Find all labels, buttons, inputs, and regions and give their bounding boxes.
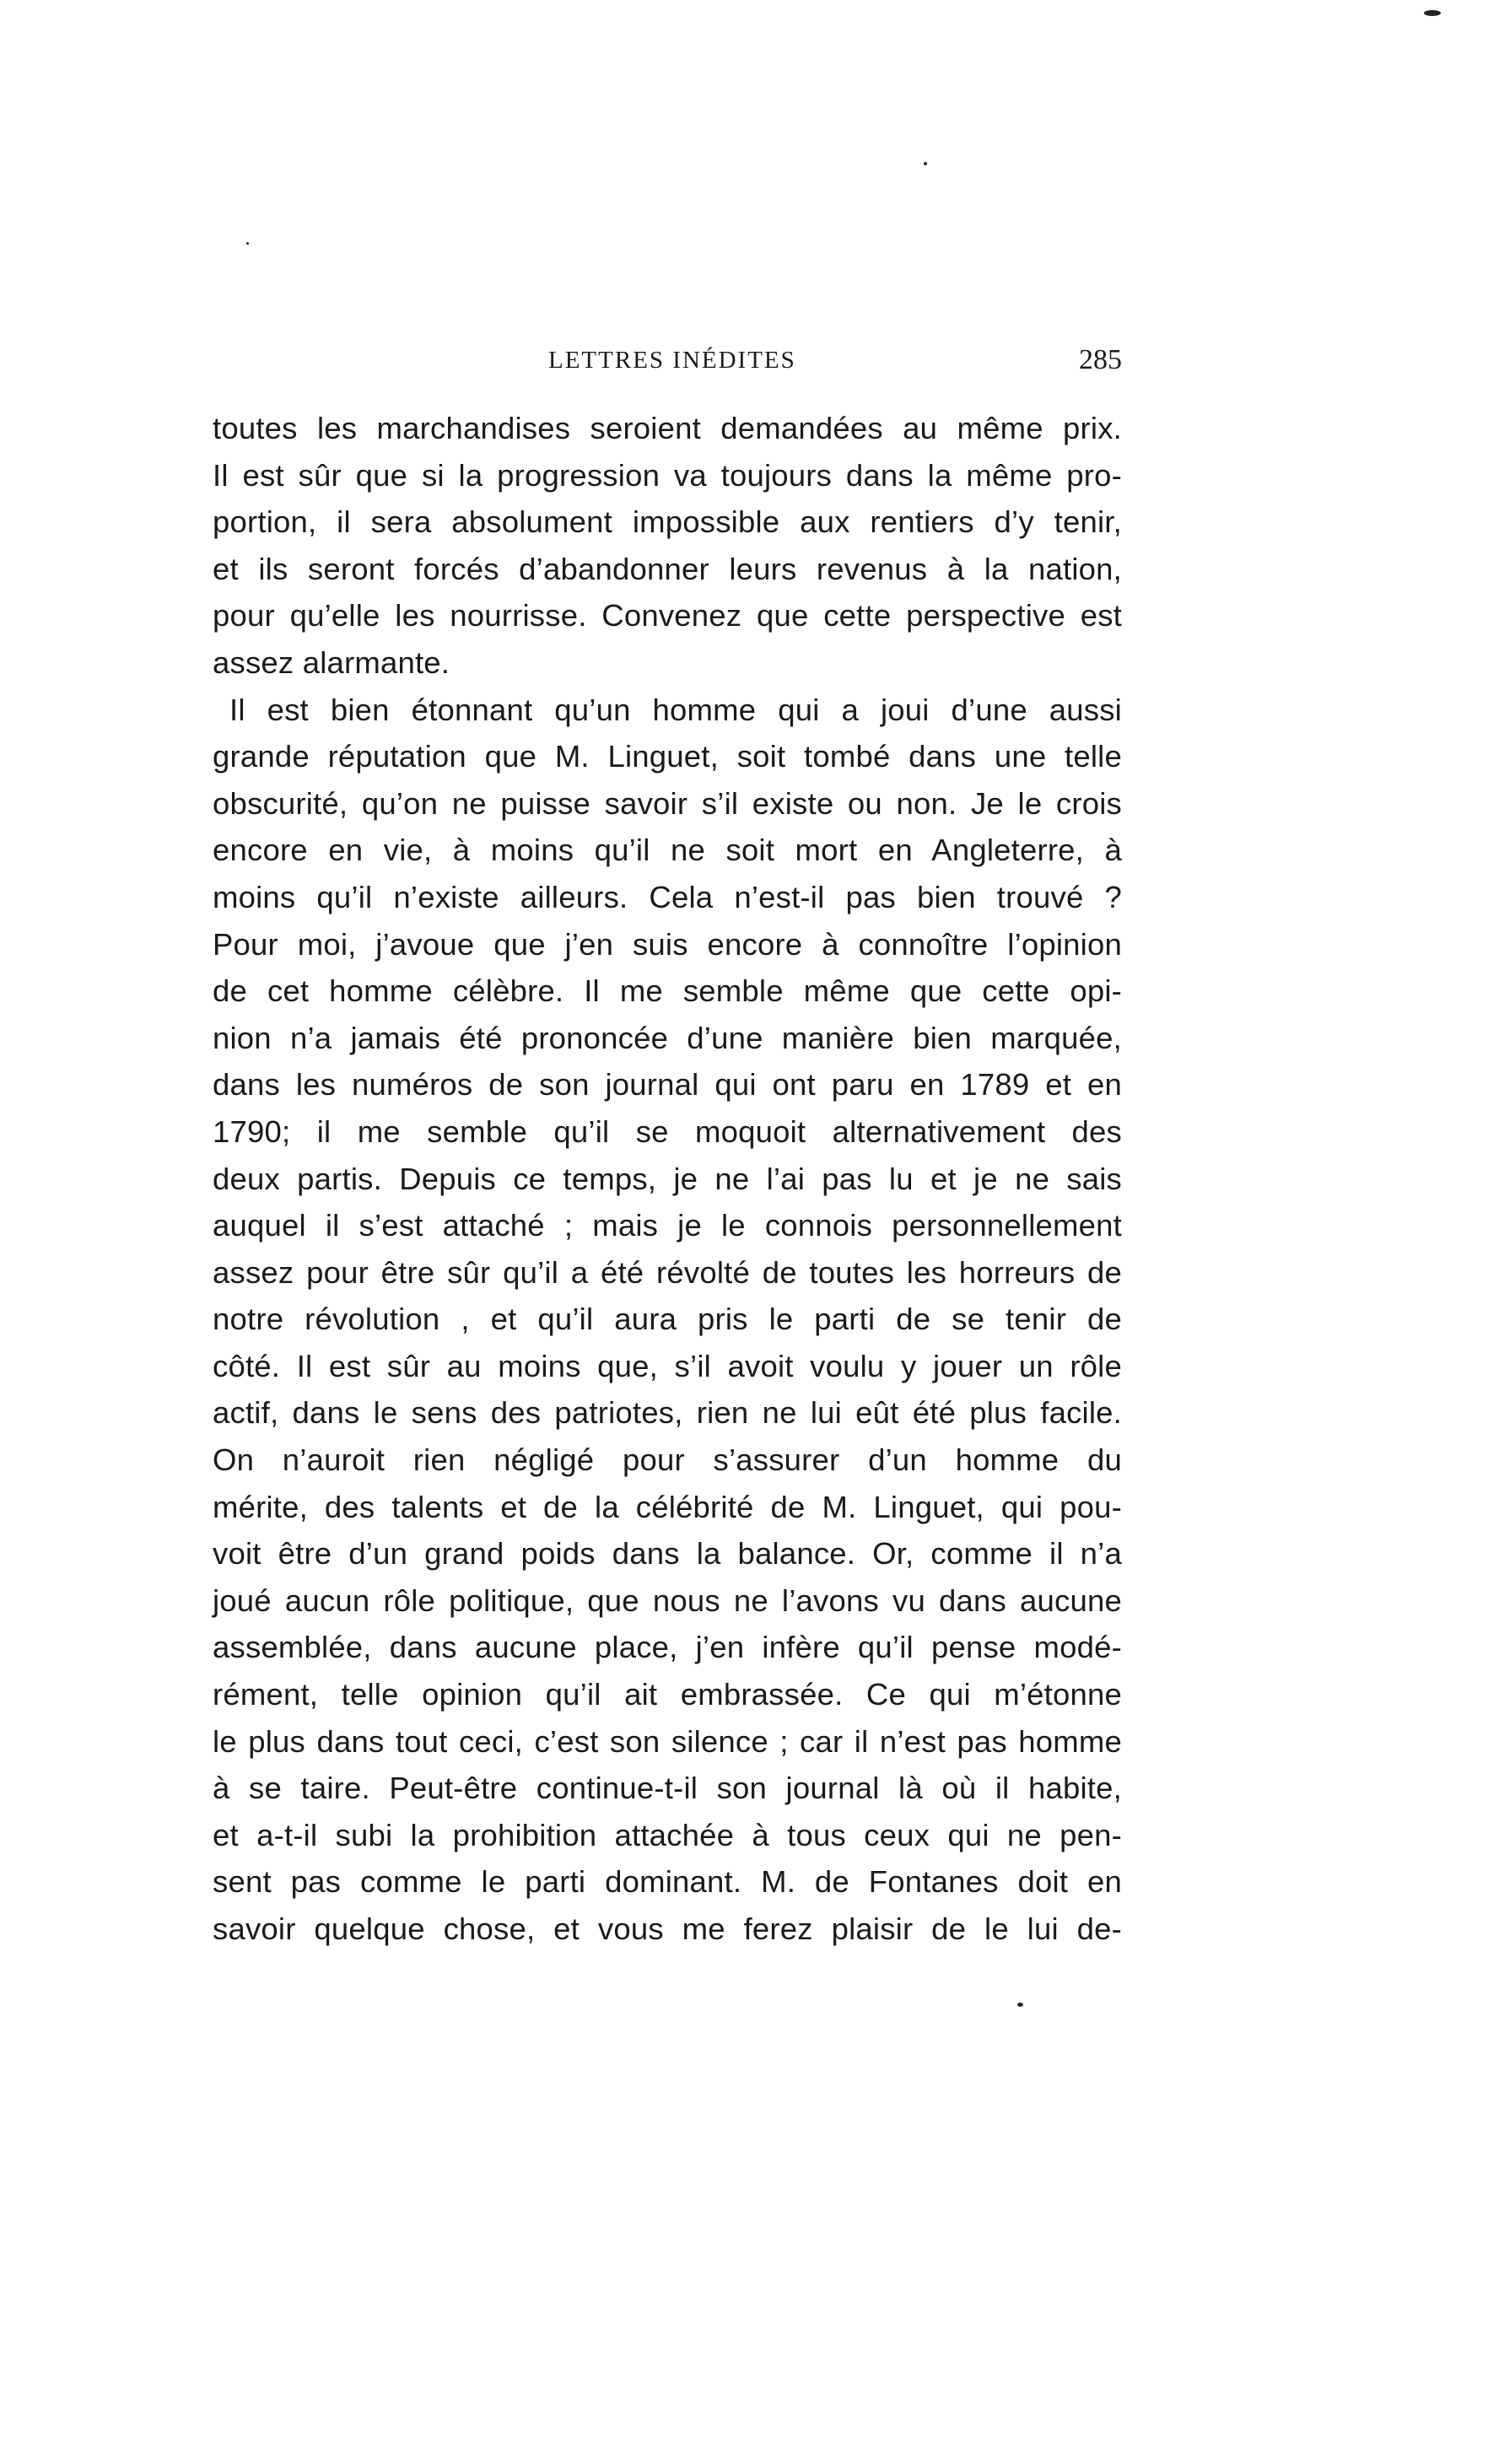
text-line: portion, il sera absolument impossible aux rentiers d’y tenir, xyxy=(213,504,1122,540)
text-line: deux partis. Depuis ce temps, je ne l’ai pas lu et je ne sais xyxy=(213,1161,1122,1196)
page-number: 285 xyxy=(1079,344,1122,375)
text-line: dans les numéros de son journal qui ont paru en 1789 et en xyxy=(213,1067,1122,1103)
text-line: sent pas comme le parti dominant. M. de Fontanes doit en xyxy=(213,1864,1122,1900)
text-line: Il est bien étonnant qu’un homme qui a joui d’une aussi xyxy=(229,692,1122,727)
text-line: actif, dans le sens des patriotes, rien ne lui eût été plus facile. xyxy=(213,1395,1122,1431)
text-line: joué aucun rôle politique, que nous ne l’avons vu dans aucune xyxy=(213,1582,1122,1618)
text-line: On n’auroit rien négligé pour s’assurer d’un homme du xyxy=(213,1442,1122,1478)
text-line: le plus dans tout ceci, c’est son silence ; car il n’est pas homme xyxy=(213,1723,1122,1759)
ink-speck xyxy=(246,242,249,245)
running-title: LETTRES INÉDITES xyxy=(548,347,796,374)
body-text xyxy=(213,405,1122,1953)
ink-speck xyxy=(1017,2003,1023,2007)
text-line: moins qu’il n’existe ailleurs. Cela n’est-il pas bien trouvé ? xyxy=(213,879,1122,914)
text-line: voit être d’un grand poids dans la balance. Or, comme il n’a xyxy=(213,1536,1122,1572)
text-line: mérite, des talents et de la célébrité de M. Linguet, qui pou- xyxy=(213,1489,1122,1524)
text-line: à se taire. Peut-être continue-t-il son journal là où il habite, xyxy=(213,1771,1122,1806)
running-header xyxy=(215,339,1122,381)
text-line: grande réputation que M. Linguet, soit tombé dans une telle xyxy=(213,739,1122,774)
ink-speck xyxy=(1424,10,1441,16)
text-line: auquel il s’est attaché ; mais je le connois personnellement xyxy=(213,1208,1122,1243)
text-line: assez pour être sûr qu’il a été révolté de toutes les horreurs de xyxy=(213,1254,1122,1290)
text-line: savoir quelque chose, et vous me ferez plaisir de le lui de- xyxy=(213,1911,1122,1946)
text-line: pour qu’elle les nourrisse. Convenez que cette perspective est xyxy=(213,598,1122,634)
text-line: encore en vie, à moins qu’il ne soit mort en Angleterre, à xyxy=(213,833,1122,868)
text-line: et ils seront forcés d’abandonner leurs revenus à la nation, xyxy=(213,551,1122,586)
text-line: toutes les marchandises seroient demandées au même prix. xyxy=(213,411,1122,445)
text-line: de cet homme célèbre. Il me semble même que cette opi- xyxy=(213,973,1122,1009)
text-line: Pour moi, j’avoue que j’en suis encore à connoître l’opinion xyxy=(213,926,1122,962)
text-line: côté. Il est sûr au moins que, s’il avoit voulu y jouer un rôle xyxy=(213,1348,1122,1383)
text-line: assez alarmante. xyxy=(213,644,450,680)
text-line: rément, telle opinion qu’il ait embrassée. Ce qui m’étonne xyxy=(213,1677,1122,1712)
text-line: obscurité, qu’on ne puisse savoir s’il existe ou non. Je le crois xyxy=(213,785,1122,821)
ink-speck xyxy=(924,162,927,165)
text-line: et a-t-il subi la prohibition attachée à tous ceux qui ne pen- xyxy=(213,1817,1122,1852)
text-line: 1790; il me semble qu’il se moquoit alternativement des xyxy=(213,1113,1122,1149)
text-line: assemblée, dans aucune place, j’en infère qu’il pense modé- xyxy=(213,1630,1122,1665)
text-line: nion n’a jamais été prononcée d’une manière bien marquée, xyxy=(213,1020,1122,1055)
text-line: notre révolution , et qu’il aura pris le parti de se tenir de xyxy=(213,1302,1122,1337)
text-line: Il est sûr que si la progression va toujours dans la même pro- xyxy=(213,457,1122,493)
